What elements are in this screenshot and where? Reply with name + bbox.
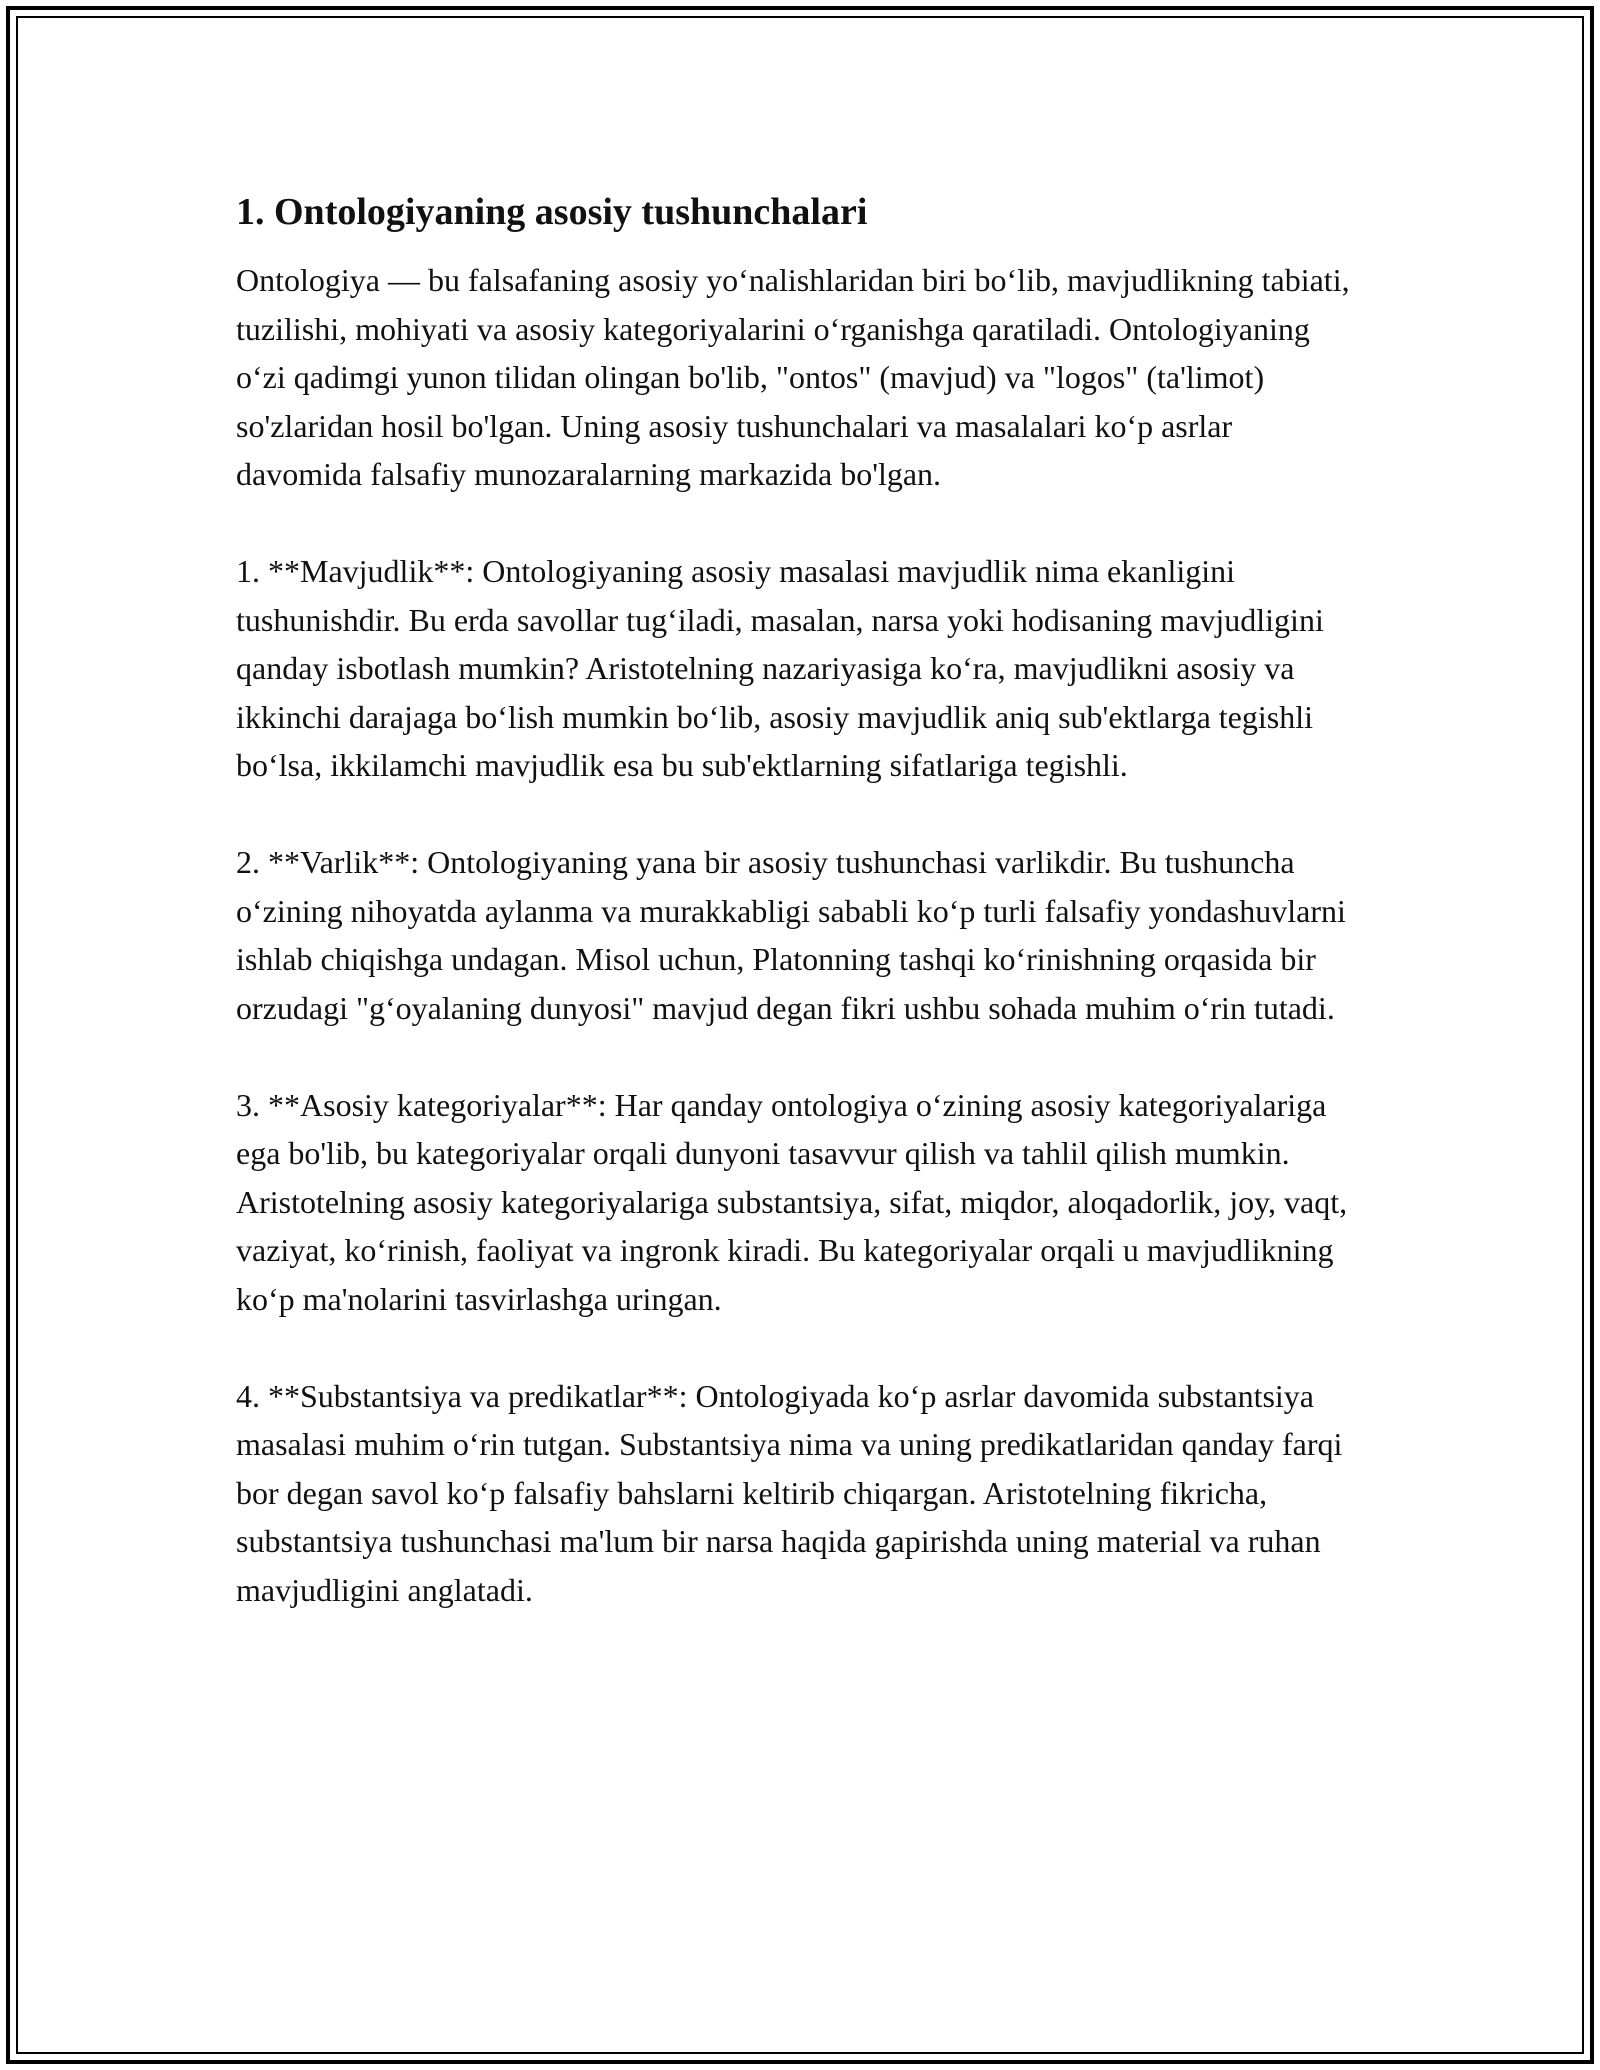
document-body <box>236 186 1366 1663</box>
paragraph-intro: Ontologiya — bu falsafaning asosiy yo‘nalishlaridan biri bo‘lib, mavjudlikning tabiati, tuzilishi, mohiyati va asosiy kategoriyalarini o‘rganishga qaratiladi. Ontologiyaning o‘zi qadimgi yunon tilidan olingan bo'lib, "ontos" (mavjud) va "logos" (ta'limot) so'zlaridan hosil bo'lgan. Uning asosiy tushunchalari va masalalari ko‘p asrlar davomida falsafiy munozaralarning markazida bo'lgan. <box>236 262 1350 492</box>
paragraph-varlik: 2. **Varlik**: Ontologiyaning yana bir asosiy tushunchasi varlikdir. Bu tushuncha o‘zining nihoyatda aylanma va murakkabligi sababli ko‘p turli falsafiy yondashuvlarni ishlab chiqishga undagan. Misol uchun, Platonning tashqi ko‘rinishning orqasida bir orzudagi "g‘oyalaning dunyosi" mavjud degan fikri ushbu sohada muhim o‘rin tutadi. <box>236 844 1346 1026</box>
paragraph-mavjudlik: 1. **Mavjudlik**: Ontologiyaning asosiy masalasi mavjudlik nima ekanligini tushunishdir. Bu erda savollar tug‘iladi, masalan, narsa yoki hodisaning mavjudligini qanday isbotlash mumkin? Aristotelning nazariyasiga ko‘ra, mavjudlikni asosiy va ikkinchi darajaga bo‘lish mumkin bo‘lib, asosiy mavjudlik aniq sub'ektlarga tegishli bo‘lsa, ikkilamchi mavjudlik esa bu sub'ektlarning sifatlariga tegishli. <box>236 553 1324 783</box>
paragraph-asosiy-kategoriyalar: 3. **Asosiy kategoriyalar**: Har qanday ontologiya o‘zining asosiy kategoriyalariga ega bo'lib, bu kategoriyalar orqali dunyoni tasavvur qilish va tahlil qilish mumkin. Aristotelning asosiy kategoriyalariga substantsiya, sifat, miqdor, aloqadorlik, joy, vaqt, vaziyat, ko‘rinish, faoliyat va ingronk kiradi. Bu kategoriyalar orqali u mavjudlikning ko‘p ma'nolarini tasvirlashga uringan. <box>236 1086 1348 1317</box>
paragraph-substantsiya: 4. **Substantsiya va predikatlar**: Ontologiyada ko‘p asrlar davomida substantsiya masalasi muhim o‘rin tutgan. Substantsiya nima va uning predikatlaridan qanday farqi bor degan savol ko‘p falsafiy bahslarni keltirib chiqargan. Aristotelning fikricha, substantsiya tushunchasi ma'lum bir narsa haqida gapirishda uning material va ruhan mavjudligini anglatadi. <box>236 1377 1343 1608</box>
document-title: 1. Ontologiyaning asosiy tushunchalari <box>236 191 868 233</box>
